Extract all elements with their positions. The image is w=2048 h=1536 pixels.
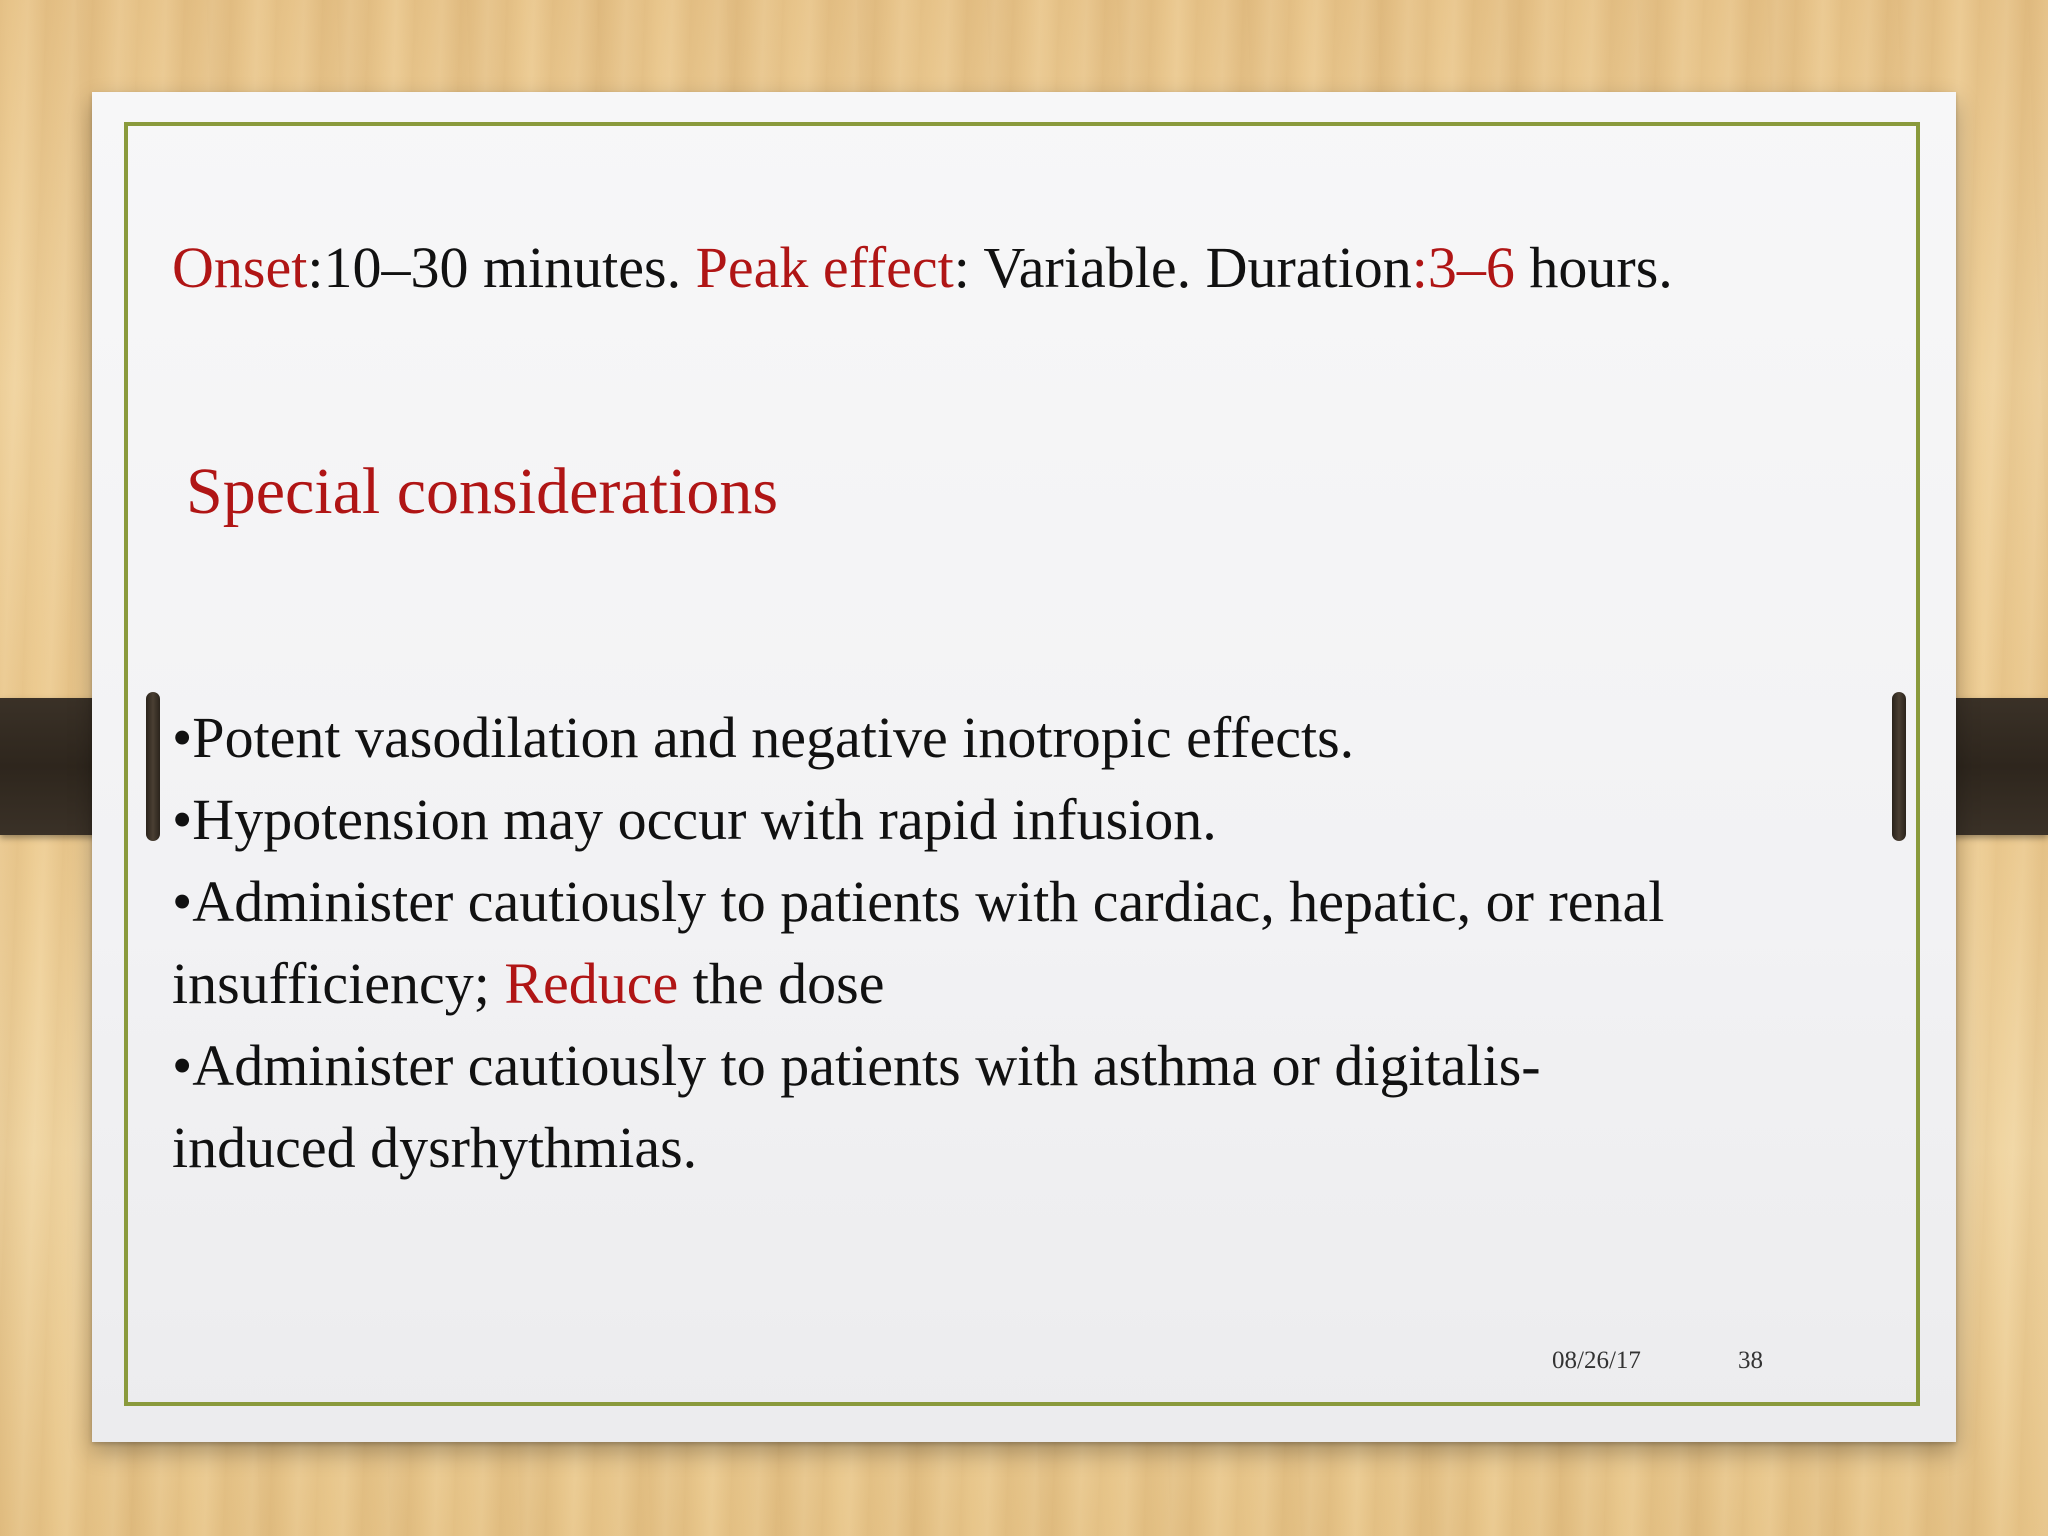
duration-unit: hours.: [1514, 235, 1673, 300]
duration-value: :3–6: [1411, 235, 1515, 300]
the-dose-text: the dose: [678, 951, 885, 1016]
slide-paper: [92, 92, 1956, 1442]
bullet-asthma-digitalis: •Administer cautiously to patients with asthma or digitalis-: [172, 1033, 1541, 1098]
peak-effect-value: : Variable. Duration: [953, 235, 1412, 300]
bullet-hypotension: •Hypotension may occur with rapid infusion.: [172, 787, 1217, 852]
bullet-vasodilation: •Potent vasodilation and negative inotropic effects.: [172, 705, 1355, 770]
peak-effect-label: Peak effect: [695, 235, 954, 300]
onset-value: :10–30 minutes.: [307, 235, 696, 300]
insufficiency-text: insufficiency;: [172, 951, 505, 1016]
bullet-dysrhythmias-continuation: induced dysrhythmias.: [172, 1115, 698, 1180]
onset-label: Onset: [172, 235, 308, 300]
pharmacokinetics-line: [172, 228, 1673, 308]
reduce-highlight: Reduce: [504, 951, 679, 1016]
slide-date: 08/26/17: [1552, 1347, 1641, 1374]
left-strap-cap: [146, 692, 160, 841]
slide-number: 38: [1738, 1347, 1763, 1374]
considerations-list: [172, 697, 1912, 1189]
bullet-cardiac-hepatic-renal: •Administer cautiously to patients with cardiac, hepatic, or renal: [172, 869, 1665, 934]
right-strap-cap: [1892, 692, 1906, 841]
section-heading: Special considerations: [186, 455, 779, 528]
bullet-insufficiency-continuation: [172, 943, 1912, 1025]
